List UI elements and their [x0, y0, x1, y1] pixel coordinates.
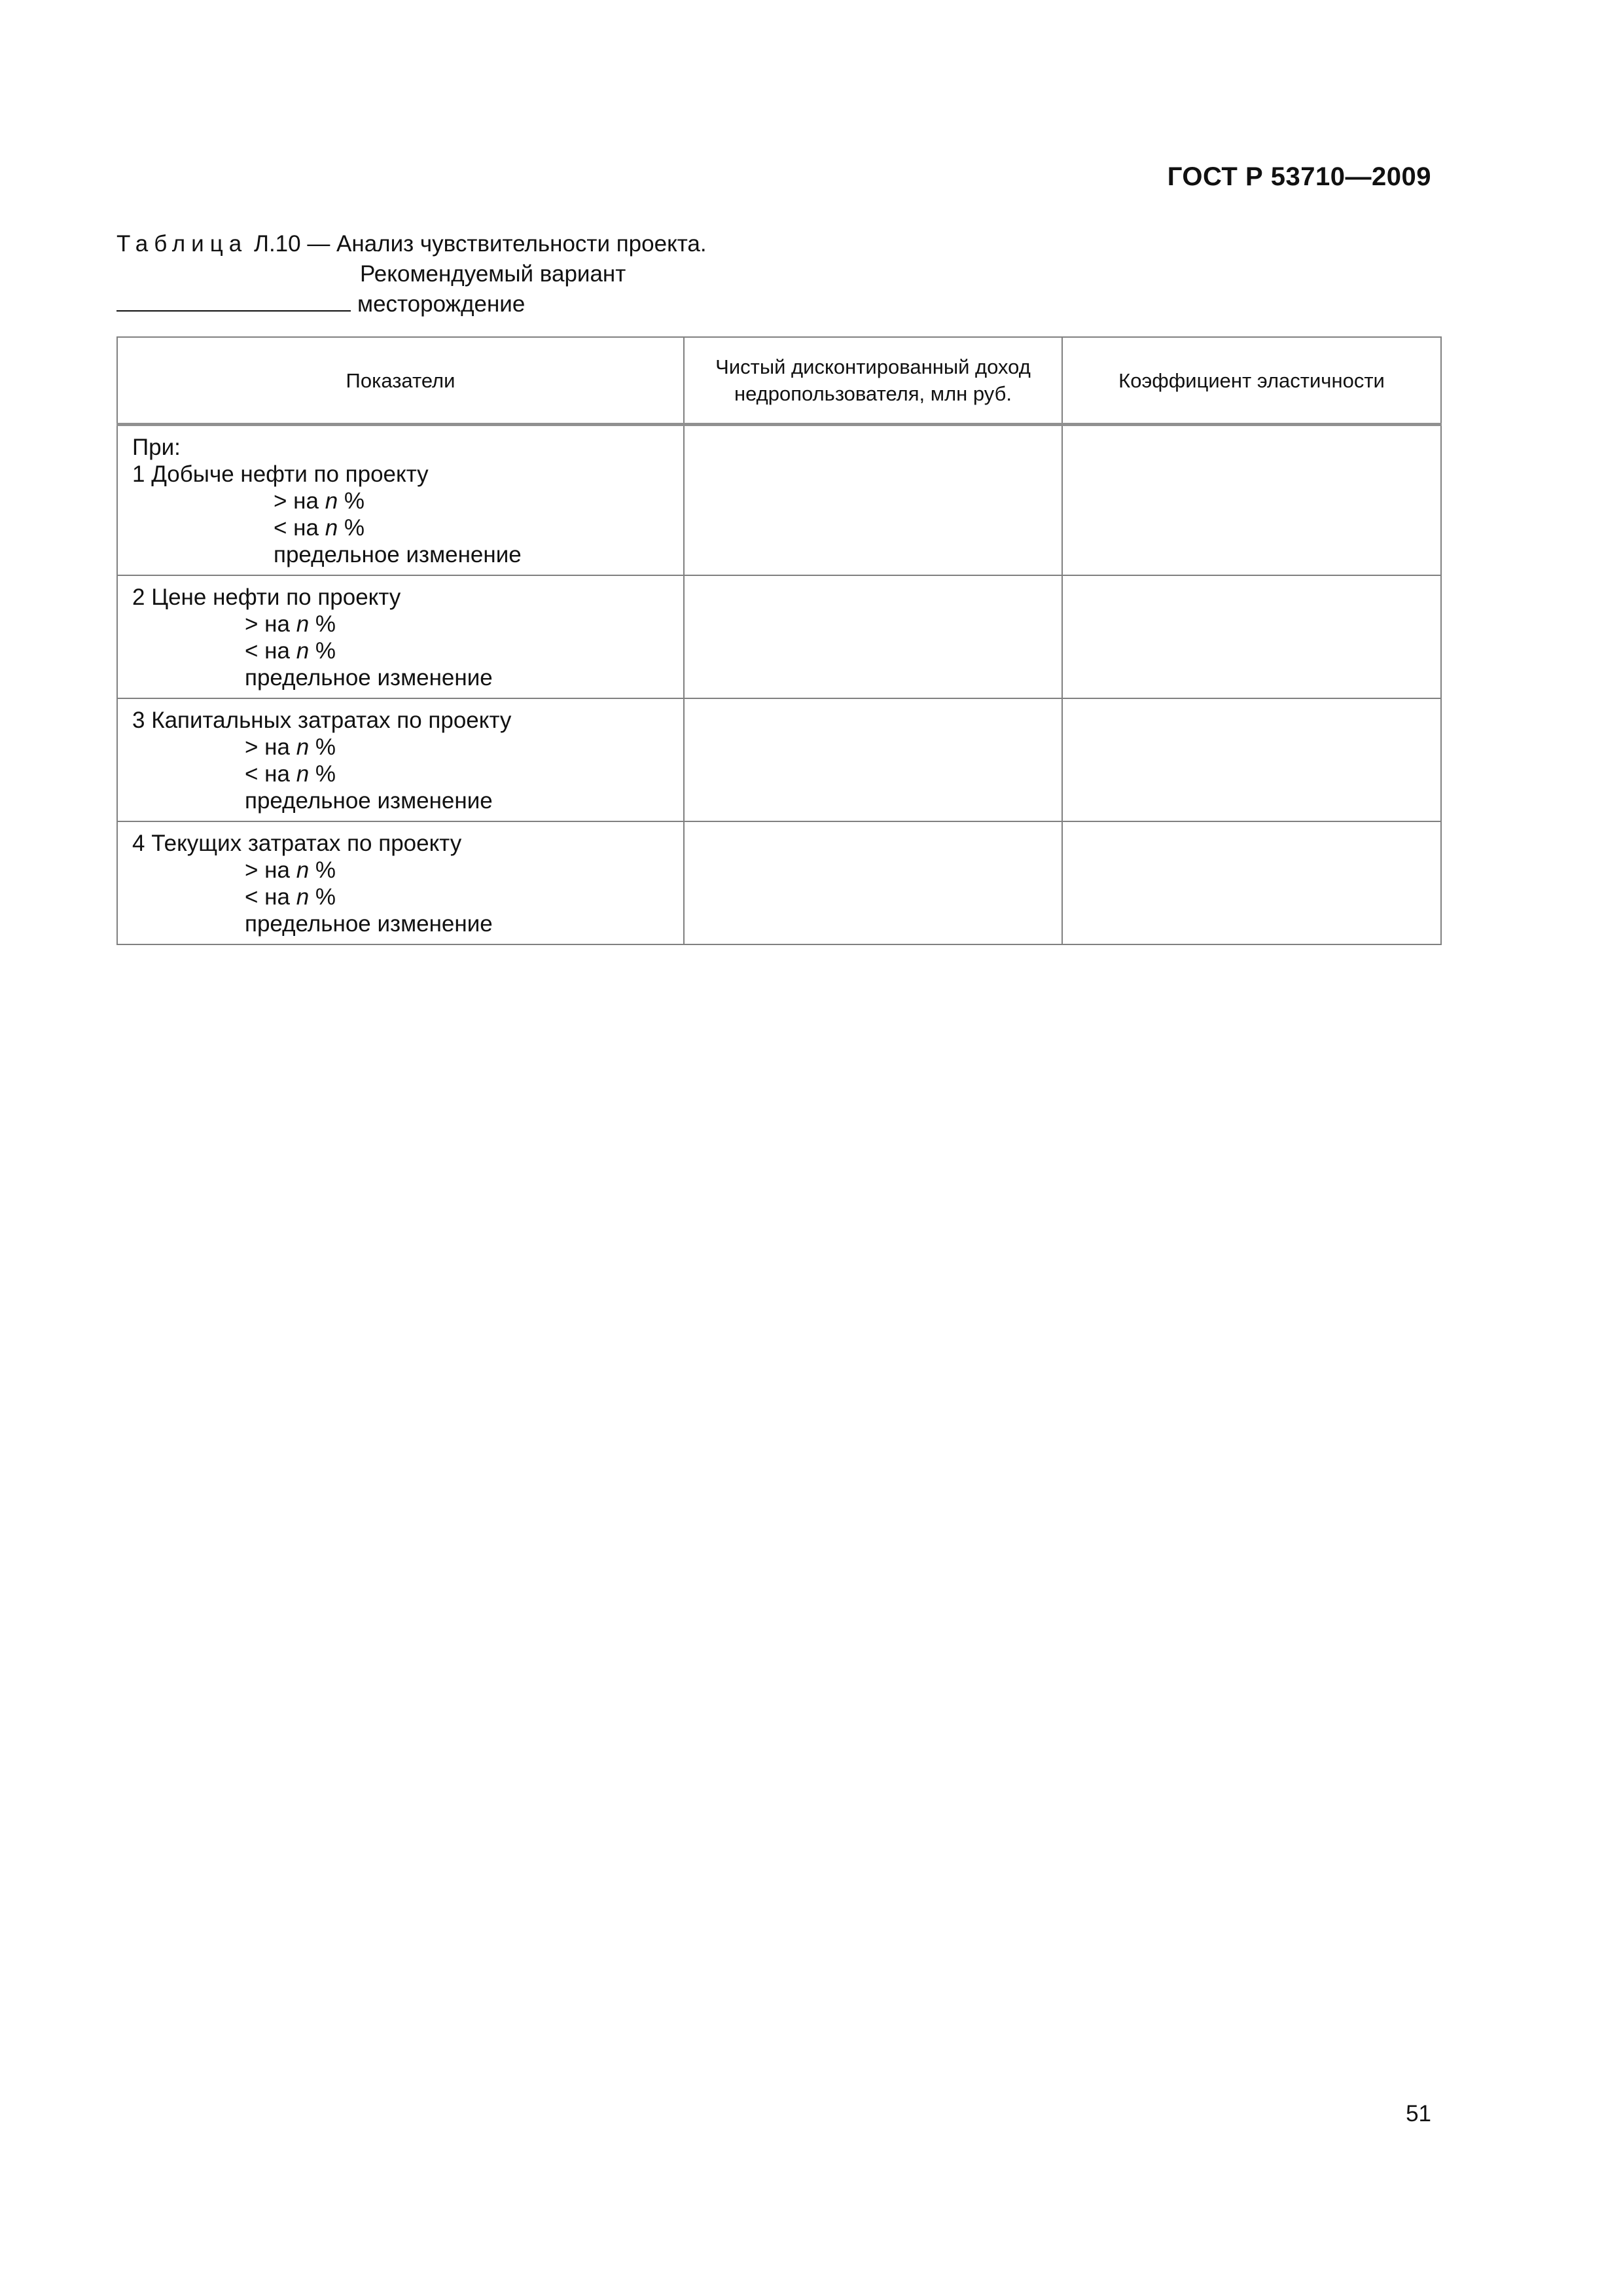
indicator-cell — [117, 821, 684, 944]
column-header-npv: Чистый дисконтированный доход недропользователя, млн руб. — [684, 337, 1062, 425]
sensitivity-table — [116, 336, 1442, 945]
table-row — [117, 821, 1441, 944]
field-name-blank — [116, 289, 351, 312]
table-row — [117, 698, 1441, 821]
limit-change: предельное изменение — [274, 542, 522, 567]
caption-label: Таблица — [116, 231, 248, 257]
elasticity-cell — [1062, 575, 1441, 698]
caption-line-2: Рекомендуемый вариант — [360, 261, 626, 287]
change-less: < на n % — [274, 515, 365, 541]
table-header-row — [117, 337, 1441, 425]
elasticity-cell — [1062, 821, 1441, 944]
indicator-cell — [117, 698, 684, 821]
caption-line-1 — [116, 229, 707, 259]
column-header-indicators: Показатели — [117, 337, 684, 425]
change-more: > на n % — [245, 734, 336, 760]
caption-field-word: месторождение — [357, 291, 526, 317]
indicator-cell — [117, 575, 684, 698]
change-less: < на n % — [245, 637, 336, 664]
intro-text: При: — [132, 435, 181, 460]
table-row — [117, 575, 1441, 698]
standard-code: ГОСТ Р 53710—2009 — [1167, 162, 1431, 191]
change-less: < на n % — [245, 884, 336, 910]
limit-change: предельное изменение — [245, 664, 493, 691]
npv-cell — [684, 425, 1062, 575]
row-title: 1 Добыче нефти по проекту — [132, 461, 429, 487]
npv-cell — [684, 575, 1062, 698]
column-header-elasticity: Коэффициент эластичности — [1062, 337, 1441, 425]
npv-cell — [684, 698, 1062, 821]
change-more: > на n % — [274, 488, 365, 514]
limit-change: предельное изменение — [245, 787, 493, 814]
change-less: < на n % — [245, 761, 336, 787]
caption-title: Л.10 — Анализ чувствительности проекта. — [253, 231, 707, 257]
table-caption — [116, 229, 707, 319]
elasticity-cell — [1062, 698, 1441, 821]
row-title: 4 Текущих затратах по проекту — [132, 830, 462, 856]
indicator-cell — [117, 425, 684, 575]
row-title: 2 Цене нефти по проекту — [132, 584, 401, 610]
elasticity-cell — [1062, 425, 1441, 575]
page-number: 51 — [1406, 2101, 1431, 2126]
limit-change: предельное изменение — [245, 910, 493, 937]
change-more: > на n % — [245, 611, 336, 637]
npv-cell — [684, 821, 1062, 944]
row-title: 3 Капитальных затратах по проекту — [132, 707, 512, 733]
table-row — [117, 425, 1441, 575]
caption-line-3 — [116, 289, 707, 319]
change-more: > на n % — [245, 857, 336, 883]
